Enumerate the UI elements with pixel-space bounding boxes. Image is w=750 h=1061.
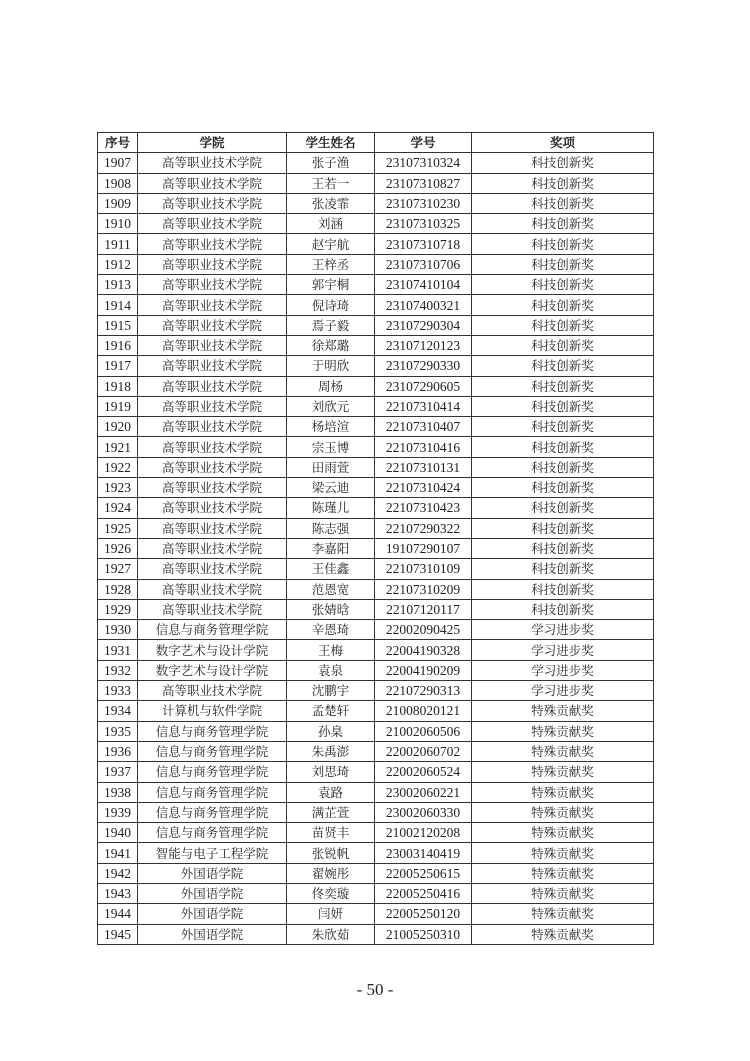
table-row (98, 620, 654, 640)
row-student-name: 李嘉阳 (287, 538, 375, 558)
row-award: 学习进步奖 (472, 640, 654, 660)
table-row (98, 335, 654, 355)
row-college: 高等职业技术学院 (138, 376, 287, 396)
row-index: 1938 (98, 782, 138, 802)
row-student-id: 23107310325 (375, 214, 472, 234)
table-row (98, 721, 654, 741)
row-student-name: 于明欣 (287, 356, 375, 376)
table-row (98, 498, 654, 518)
row-index: 1924 (98, 498, 138, 518)
row-index: 1944 (98, 904, 138, 924)
row-index: 1940 (98, 823, 138, 843)
row-student-name: 王梓丞 (287, 254, 375, 274)
row-student-name: 王若一 (287, 173, 375, 193)
row-student-name: 田雨萱 (287, 457, 375, 477)
row-student-id: 22107310423 (375, 498, 472, 518)
row-index: 1920 (98, 417, 138, 437)
row-index: 1941 (98, 843, 138, 863)
row-award: 特殊贡献奖 (472, 721, 654, 741)
table-row (98, 681, 654, 701)
row-college: 高等职业技术学院 (138, 214, 287, 234)
row-student-id: 23107120123 (375, 335, 472, 355)
row-index: 1919 (98, 396, 138, 416)
table-row (98, 214, 654, 234)
row-student-id: 22107120117 (375, 599, 472, 619)
row-index: 1921 (98, 437, 138, 457)
row-student-id: 21002060506 (375, 721, 472, 741)
row-college: 信息与商务管理学院 (138, 620, 287, 640)
table-row (98, 437, 654, 457)
row-student-name: 孙臬 (287, 721, 375, 741)
table-row (98, 295, 654, 315)
row-award: 科技创新奖 (472, 498, 654, 518)
row-student-name: 辛恩琦 (287, 620, 375, 640)
row-index: 1922 (98, 457, 138, 477)
row-college: 高等职业技术学院 (138, 335, 287, 355)
row-student-id: 22107310414 (375, 396, 472, 416)
table-row (98, 153, 654, 173)
row-student-name: 沈鹏宇 (287, 681, 375, 701)
row-student-id: 23107290330 (375, 356, 472, 376)
header-award: 奖项 (472, 133, 654, 153)
row-award: 特殊贡献奖 (472, 741, 654, 761)
row-student-id: 23107310706 (375, 254, 472, 274)
table-row (98, 376, 654, 396)
row-college: 智能与电子工程学院 (138, 843, 287, 863)
row-index: 1926 (98, 538, 138, 558)
row-student-name: 郭宇桐 (287, 275, 375, 295)
row-college: 高等职业技术学院 (138, 417, 287, 437)
row-student-id: 22107310131 (375, 457, 472, 477)
row-student-id: 23002060221 (375, 782, 472, 802)
row-award: 科技创新奖 (472, 599, 654, 619)
row-student-id: 23107310230 (375, 193, 472, 213)
row-student-id: 22004190209 (375, 660, 472, 680)
row-student-id: 23107290304 (375, 315, 472, 335)
row-index: 1914 (98, 295, 138, 315)
row-student-name: 满芷萱 (287, 802, 375, 822)
table-row (98, 518, 654, 538)
row-college: 外国语学院 (138, 863, 287, 883)
row-college: 高等职业技术学院 (138, 396, 287, 416)
table-header-row (98, 133, 654, 153)
row-student-id: 22002060702 (375, 741, 472, 761)
table-row (98, 254, 654, 274)
table-row (98, 823, 654, 843)
row-index: 1942 (98, 863, 138, 883)
row-student-name: 闫妍 (287, 904, 375, 924)
row-student-id: 22107310407 (375, 417, 472, 437)
table-row (98, 741, 654, 761)
row-college: 信息与商务管理学院 (138, 721, 287, 741)
table-row (98, 538, 654, 558)
row-student-id: 22005250615 (375, 863, 472, 883)
row-college: 外国语学院 (138, 924, 287, 944)
row-award: 特殊贡献奖 (472, 701, 654, 721)
row-student-name: 倪诗琦 (287, 295, 375, 315)
row-student-name: 朱欣茹 (287, 924, 375, 944)
row-student-id: 23107310324 (375, 153, 472, 173)
header-student-id: 学号 (375, 133, 472, 153)
row-award: 科技创新奖 (472, 193, 654, 213)
row-student-name: 王梅 (287, 640, 375, 660)
row-student-id: 21005250310 (375, 924, 472, 944)
row-award: 特殊贡献奖 (472, 802, 654, 822)
row-index: 1925 (98, 518, 138, 538)
row-student-name: 刘思琦 (287, 762, 375, 782)
row-college: 高等职业技术学院 (138, 498, 287, 518)
row-student-name: 陈瑾儿 (287, 498, 375, 518)
row-student-name: 王佳鑫 (287, 559, 375, 579)
row-student-name: 张婧晗 (287, 599, 375, 619)
row-college: 高等职业技术学院 (138, 356, 287, 376)
row-index: 1913 (98, 275, 138, 295)
row-index: 1936 (98, 741, 138, 761)
row-college: 信息与商务管理学院 (138, 762, 287, 782)
row-college: 高等职业技术学院 (138, 315, 287, 335)
row-student-id: 23107310827 (375, 173, 472, 193)
row-student-name: 梁云迪 (287, 478, 375, 498)
row-award: 科技创新奖 (472, 417, 654, 437)
row-award: 学习进步奖 (472, 620, 654, 640)
row-award: 科技创新奖 (472, 518, 654, 538)
row-award: 特殊贡献奖 (472, 863, 654, 883)
row-award: 科技创新奖 (472, 153, 654, 173)
row-college: 数字艺术与设计学院 (138, 660, 287, 680)
row-index: 1939 (98, 802, 138, 822)
row-student-id: 23002060330 (375, 802, 472, 822)
row-student-name: 刘涵 (287, 214, 375, 234)
row-college: 高等职业技术学院 (138, 437, 287, 457)
row-college: 高等职业技术学院 (138, 559, 287, 579)
row-student-id: 22107290322 (375, 518, 472, 538)
row-award: 科技创新奖 (472, 315, 654, 335)
row-index: 1930 (98, 620, 138, 640)
row-award: 科技创新奖 (472, 559, 654, 579)
row-index: 1923 (98, 478, 138, 498)
row-college: 信息与商务管理学院 (138, 741, 287, 761)
row-index: 1915 (98, 315, 138, 335)
row-college: 高等职业技术学院 (138, 579, 287, 599)
row-student-name: 徐郑璐 (287, 335, 375, 355)
row-student-id: 22005250120 (375, 904, 472, 924)
row-index: 1916 (98, 335, 138, 355)
row-award: 特殊贡献奖 (472, 782, 654, 802)
row-college: 高等职业技术学院 (138, 275, 287, 295)
table-row (98, 275, 654, 295)
row-index: 1932 (98, 660, 138, 680)
header-college: 学院 (138, 133, 287, 153)
table-row (98, 234, 654, 254)
row-student-name: 陈志强 (287, 518, 375, 538)
table-row (98, 193, 654, 213)
table-row (98, 559, 654, 579)
row-college: 外国语学院 (138, 883, 287, 903)
row-student-id: 21002120208 (375, 823, 472, 843)
row-student-id: 23107400321 (375, 295, 472, 315)
row-college: 高等职业技术学院 (138, 478, 287, 498)
row-award: 科技创新奖 (472, 254, 654, 274)
row-college: 计算机与软件学院 (138, 701, 287, 721)
row-index: 1912 (98, 254, 138, 274)
table-row (98, 762, 654, 782)
row-award: 科技创新奖 (472, 376, 654, 396)
table-row (98, 782, 654, 802)
header-student-name: 学生姓名 (287, 133, 375, 153)
row-award: 科技创新奖 (472, 457, 654, 477)
row-student-name: 朱禹澎 (287, 741, 375, 761)
table-row (98, 315, 654, 335)
table-row (98, 924, 654, 944)
row-award: 学习进步奖 (472, 660, 654, 680)
row-student-id: 23003140419 (375, 843, 472, 863)
row-student-name: 孟楚轩 (287, 701, 375, 721)
header-index: 序号 (98, 133, 138, 153)
row-student-name: 袁路 (287, 782, 375, 802)
row-college: 高等职业技术学院 (138, 193, 287, 213)
row-index: 1945 (98, 924, 138, 944)
table-row (98, 356, 654, 376)
row-student-id: 22002090425 (375, 620, 472, 640)
row-index: 1931 (98, 640, 138, 660)
row-award: 科技创新奖 (472, 437, 654, 457)
row-award: 特殊贡献奖 (472, 823, 654, 843)
row-student-name: 宗玉博 (287, 437, 375, 457)
row-student-name: 袁泉 (287, 660, 375, 680)
row-college: 高等职业技术学院 (138, 295, 287, 315)
row-student-id: 22107290313 (375, 681, 472, 701)
row-award: 科技创新奖 (472, 295, 654, 315)
table-body (98, 153, 654, 945)
row-student-id: 22004190328 (375, 640, 472, 660)
row-student-name: 翟婉彤 (287, 863, 375, 883)
row-index: 1928 (98, 579, 138, 599)
row-student-name: 佟奕璇 (287, 883, 375, 903)
row-award: 科技创新奖 (472, 335, 654, 355)
table-row (98, 843, 654, 863)
awards-table (97, 132, 654, 945)
table-row (98, 478, 654, 498)
row-student-name: 苗贤丰 (287, 823, 375, 843)
row-award: 科技创新奖 (472, 173, 654, 193)
row-college: 高等职业技术学院 (138, 518, 287, 538)
row-student-name: 焉子毅 (287, 315, 375, 335)
table-row (98, 173, 654, 193)
row-index: 1909 (98, 193, 138, 213)
row-student-id: 19107290107 (375, 538, 472, 558)
row-index: 1943 (98, 883, 138, 903)
row-college: 高等职业技术学院 (138, 254, 287, 274)
row-student-name: 刘欣元 (287, 396, 375, 416)
row-award: 科技创新奖 (472, 396, 654, 416)
row-award: 科技创新奖 (472, 234, 654, 254)
row-index: 1937 (98, 762, 138, 782)
row-student-name: 周杨 (287, 376, 375, 396)
row-college: 高等职业技术学院 (138, 153, 287, 173)
row-college: 高等职业技术学院 (138, 538, 287, 558)
row-index: 1907 (98, 153, 138, 173)
row-student-id: 22107310416 (375, 437, 472, 457)
row-college: 高等职业技术学院 (138, 599, 287, 619)
row-college: 信息与商务管理学院 (138, 802, 287, 822)
row-award: 学习进步奖 (472, 681, 654, 701)
table-row (98, 660, 654, 680)
row-award: 科技创新奖 (472, 538, 654, 558)
table-row (98, 579, 654, 599)
table-row (98, 863, 654, 883)
row-student-name: 范恩宽 (287, 579, 375, 599)
row-student-id: 22107310109 (375, 559, 472, 579)
table-row (98, 802, 654, 822)
row-index: 1918 (98, 376, 138, 396)
row-student-id: 22002060524 (375, 762, 472, 782)
row-college: 高等职业技术学院 (138, 457, 287, 477)
row-award: 特殊贡献奖 (472, 904, 654, 924)
table-row (98, 457, 654, 477)
row-student-name: 杨培渲 (287, 417, 375, 437)
row-award: 科技创新奖 (472, 356, 654, 376)
table-row (98, 883, 654, 903)
table-row (98, 396, 654, 416)
row-student-name: 张子渔 (287, 153, 375, 173)
row-index: 1917 (98, 356, 138, 376)
row-student-id: 22107310209 (375, 579, 472, 599)
row-student-name: 张凌霏 (287, 193, 375, 213)
row-award: 科技创新奖 (472, 275, 654, 295)
row-student-id: 21008020121 (375, 701, 472, 721)
row-award: 科技创新奖 (472, 214, 654, 234)
row-college: 外国语学院 (138, 904, 287, 924)
row-student-id: 23107410104 (375, 275, 472, 295)
row-student-id: 22005250416 (375, 883, 472, 903)
row-college: 高等职业技术学院 (138, 234, 287, 254)
row-index: 1908 (98, 173, 138, 193)
row-college: 信息与商务管理学院 (138, 782, 287, 802)
row-college: 信息与商务管理学院 (138, 823, 287, 843)
table-row (98, 640, 654, 660)
row-index: 1910 (98, 214, 138, 234)
row-student-id: 23107290605 (375, 376, 472, 396)
row-award: 特殊贡献奖 (472, 924, 654, 944)
row-index: 1927 (98, 559, 138, 579)
table-row (98, 599, 654, 619)
table-row (98, 904, 654, 924)
page-number: - 50 - (356, 980, 394, 999)
row-student-id: 22107310424 (375, 478, 472, 498)
row-award: 科技创新奖 (472, 579, 654, 599)
table-row (98, 417, 654, 437)
row-award: 特殊贡献奖 (472, 762, 654, 782)
row-college: 高等职业技术学院 (138, 173, 287, 193)
row-student-name: 张锐帆 (287, 843, 375, 863)
row-index: 1933 (98, 681, 138, 701)
table-row (98, 701, 654, 721)
row-index: 1934 (98, 701, 138, 721)
row-college: 数字艺术与设计学院 (138, 640, 287, 660)
row-award: 特殊贡献奖 (472, 883, 654, 903)
row-index: 1929 (98, 599, 138, 619)
row-college: 高等职业技术学院 (138, 681, 287, 701)
row-index: 1911 (98, 234, 138, 254)
row-student-id: 23107310718 (375, 234, 472, 254)
row-award: 科技创新奖 (472, 478, 654, 498)
row-index: 1935 (98, 721, 138, 741)
row-award: 特殊贡献奖 (472, 843, 654, 863)
row-student-name: 赵宇航 (287, 234, 375, 254)
